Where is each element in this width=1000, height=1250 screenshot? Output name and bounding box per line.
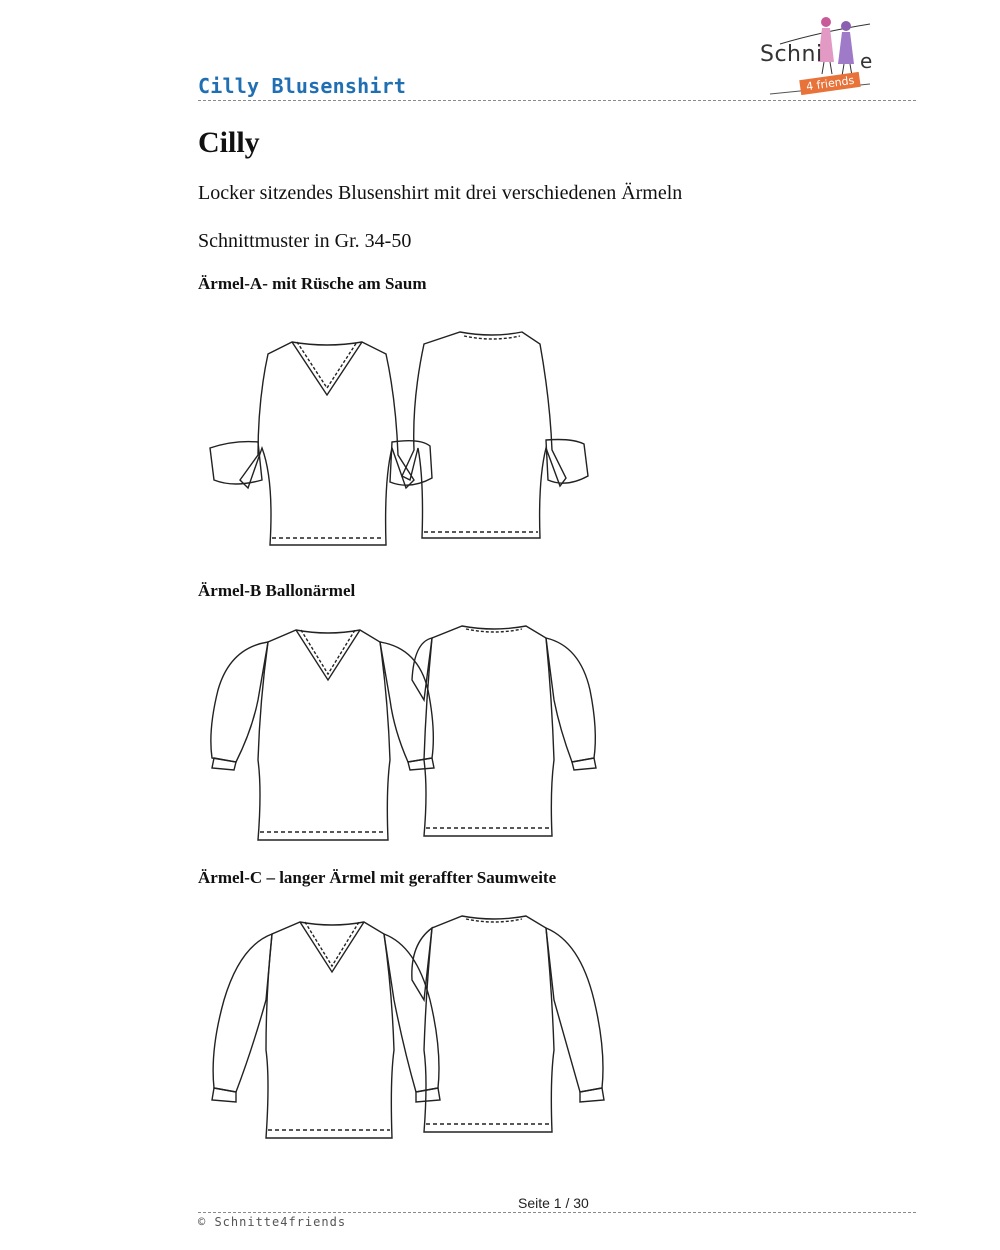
logo-wordmark-end: e xyxy=(860,49,873,73)
header-divider xyxy=(198,100,916,101)
footer-divider xyxy=(198,1212,916,1213)
logo-badge: 4 friends xyxy=(799,72,861,95)
section-heading-sleeve-a: Ärmel-A- mit Rüsche am Saum xyxy=(198,274,427,293)
section-heading-sleeve-b: Ärmel-B Ballonärmel xyxy=(198,581,356,600)
page-title: Cilly xyxy=(198,126,260,159)
brand-logo xyxy=(760,14,880,104)
section-heading-sleeve-c: Ärmel-C – langer Ärmel mit geraffter Saumweite xyxy=(198,868,557,887)
sleeve-a-illustration xyxy=(200,320,610,555)
size-range: Schnittmuster in Gr. 34-50 xyxy=(198,230,412,252)
sleeve-c-illustration xyxy=(200,910,640,1145)
sleeve-b-illustration xyxy=(200,620,610,850)
logo-wordmark: Schni xyxy=(760,42,823,67)
page-number: Seite 1 / 30 xyxy=(518,1195,589,1211)
page-subtitle: Locker sitzendes Blusenshirt mit drei verschiedenen Ärmeln xyxy=(198,182,683,204)
document-header-title: Cilly Blusenshirt xyxy=(198,74,407,98)
copyright-notice: © Schnitte4friends xyxy=(198,1215,347,1229)
